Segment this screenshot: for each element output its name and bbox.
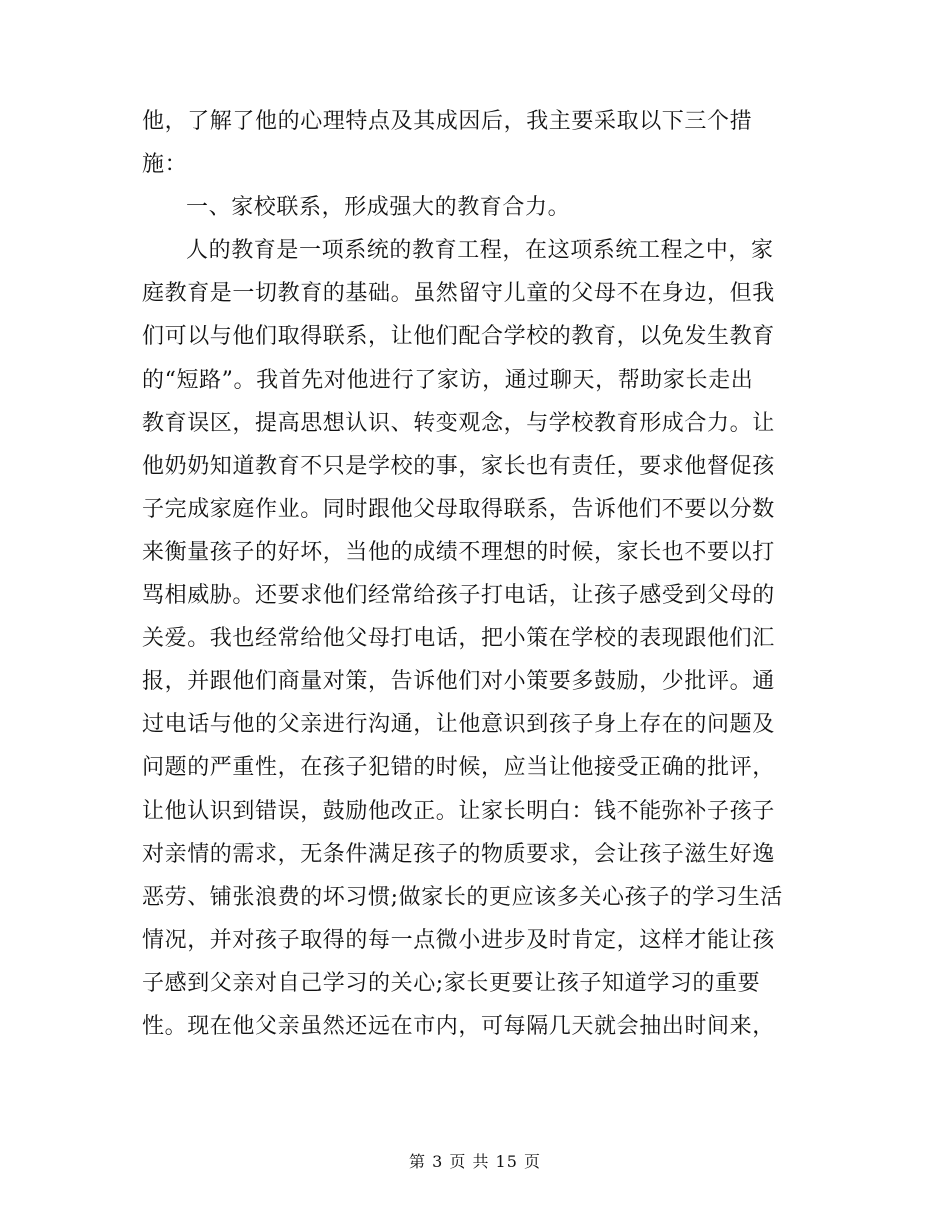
paragraph-line: 报，并跟他们商量对策，告诉他们对小策要多鼓励，少批评。通: [142, 669, 775, 695]
paragraph-line: 恶劳、铺张浪费的坏习惯;做家长的更应该多关心孩子的学习生活: [142, 884, 783, 910]
paragraph-line: 性。现在他父亲虽然还远在市内，可每隔几天就会抽出时间来，: [142, 1013, 775, 1039]
paragraph-line: 骂相威胁。还要求他们经常给孩子打电话，让孩子感受到父母的: [142, 583, 775, 609]
page-number-footer: 第 3 页 共 15 页: [409, 1152, 541, 1171]
paragraph-line: 问题的严重性，在孩子犯错的时候，应当让他接受正确的批评，: [142, 755, 775, 781]
paragraph-line: 人的教育是一项系统的教育工程，在这项系统工程之中，家: [186, 238, 774, 264]
paragraph-line: 子完成家庭作业。同时跟他父母取得联系，告诉他们不要以分数: [142, 496, 775, 522]
paragraph-line: 关爱。我也经常给他父母打电话，把小策在学校的表现跟他们汇: [142, 626, 775, 652]
paragraph-line: 庭教育是一切教育的基础。虽然留守儿童的父母不在身边，但我: [142, 281, 775, 307]
paragraph-line: 们可以与他们取得联系，让他们配合学校的教育，以免发生教育: [142, 324, 775, 350]
paragraph-line: 他，了解了他的心理特点及其成因后，我主要采取以下三个措: [142, 109, 753, 134]
paragraph-line: 情况，并对孩子取得的每一点微小进步及时肯定，这样才能让孩: [142, 927, 775, 953]
paragraph-line: 过电话与他的父亲进行沟通，让他意识到孩子身上存在的问题及: [142, 712, 775, 738]
paragraph-line: 对亲情的需求，无条件满足孩子的物质要求，会让孩子滋生好逸: [142, 841, 775, 867]
paragraph-line: 他奶奶知道教育不只是学校的事，家长也有责任，要求他督促孩: [142, 453, 775, 479]
paragraph-line: 子感到父亲对自己学习的关心;家长更要让孩子知道学习的重要: [142, 970, 761, 996]
document-body: [142, 100, 822, 1048]
paragraph-line: 教育误区，提高思想认识、转变观念，与学校教育形成合力。让: [142, 410, 775, 436]
paragraph-line: 来衡量孩子的好坏，当他的成绩不理想的时候，家长也不要以打: [142, 539, 775, 565]
paragraph-line: 的“短路”。我首先对他进行了家访，通过聊天，帮助家长走出: [142, 367, 754, 393]
paragraph-line: 让他认识到错误，鼓励他改正。让家长明白：钱不能弥补子孩子: [142, 798, 775, 824]
paragraph-line: 施：: [142, 152, 188, 178]
section-heading: 一、家校联系，形成强大的教育合力。: [186, 195, 571, 221]
